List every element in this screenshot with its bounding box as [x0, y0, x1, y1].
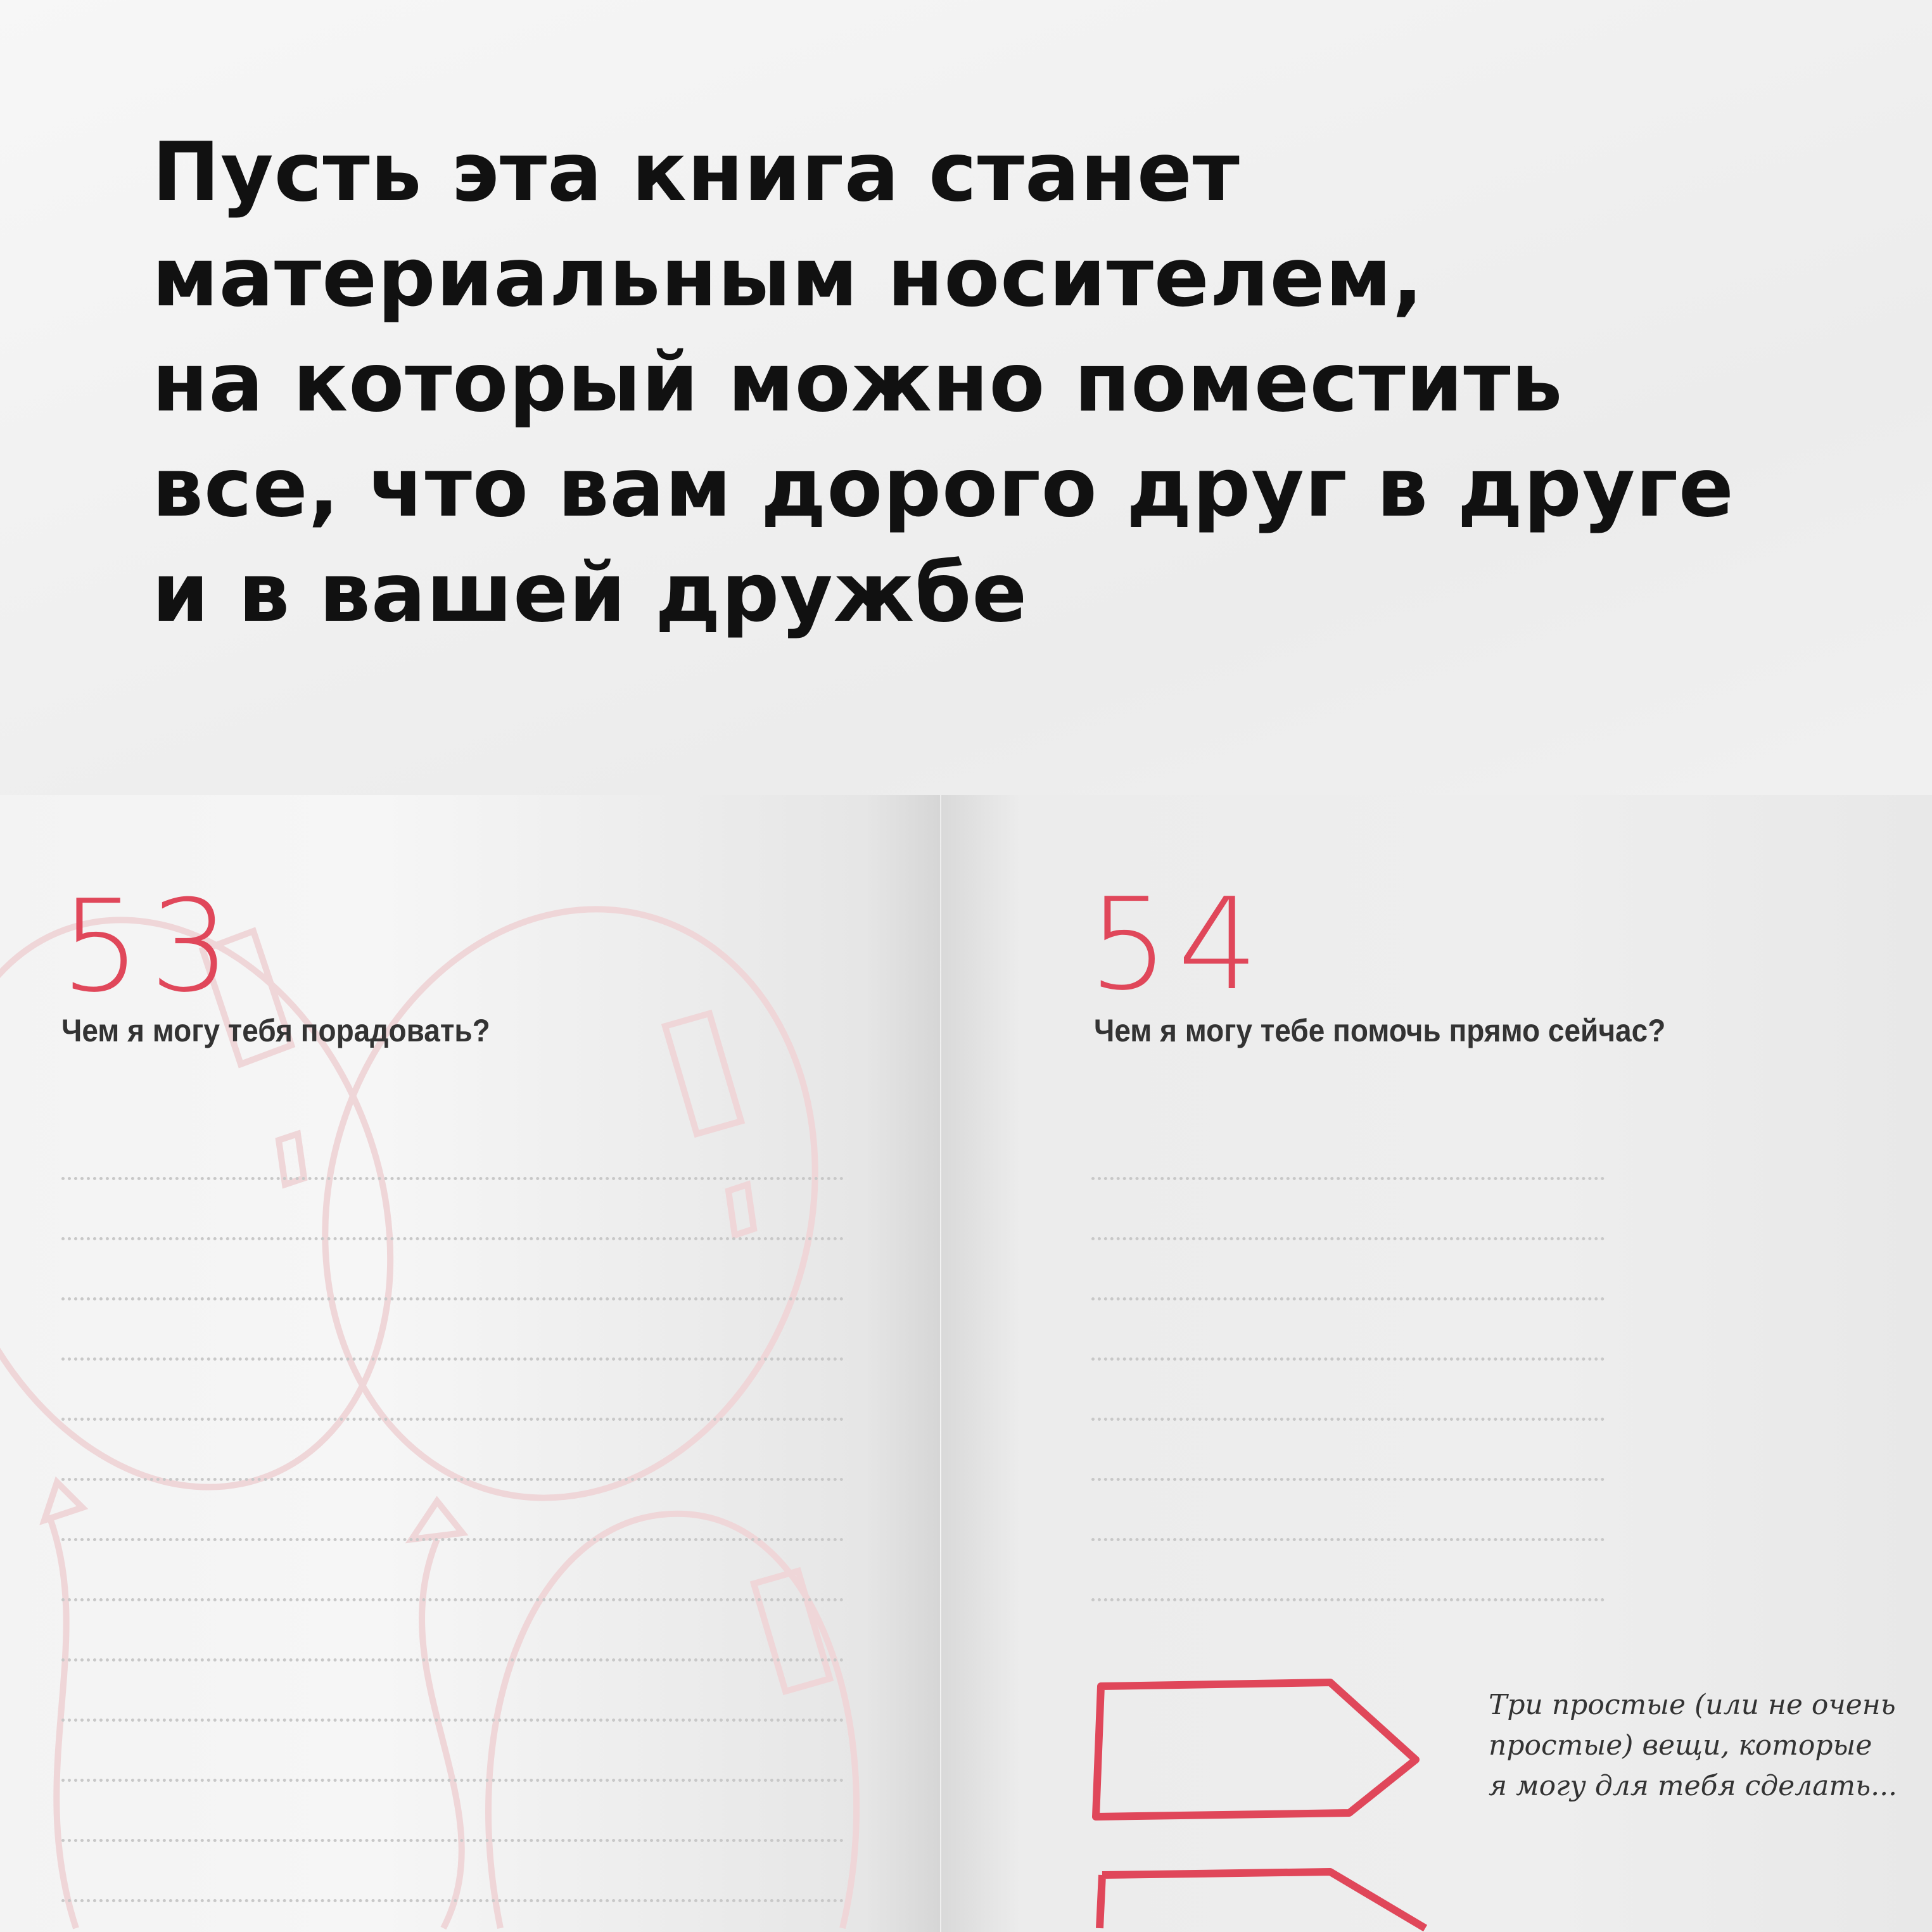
arrow-tag-shapes [1096, 1682, 1425, 1928]
dotted-line [61, 1598, 844, 1601]
headline-line: на который можно поместить [152, 336, 1563, 430]
dotted-line [1091, 1418, 1605, 1421]
dotted-line [61, 1478, 844, 1481]
note-line: я могу для тебя сделать... [1489, 1770, 1898, 1802]
dotted-line [61, 1357, 844, 1361]
dotted-line [61, 1839, 844, 1842]
dotted-line [61, 1719, 844, 1722]
dotted-line [1091, 1177, 1605, 1180]
question-text: Чем я могу тебе помочь прямо сейчас? [1094, 1013, 1666, 1048]
page-number: 54 [1088, 871, 1268, 1019]
note-line: Три простые (или не очень [1489, 1689, 1896, 1721]
dotted-line [1091, 1478, 1605, 1481]
dotted-line [61, 1538, 844, 1541]
dotted-line [61, 1658, 844, 1662]
dotted-line [61, 1177, 844, 1180]
question-text: Чем я могу тебя порадовать? [61, 1013, 490, 1048]
dotted-line [1091, 1538, 1605, 1541]
handwritten-note [1489, 1685, 1897, 1807]
dotted-line [61, 1779, 844, 1782]
headline-line: все, что вам дорого друг в друге [152, 441, 1734, 535]
dotted-line [1091, 1297, 1605, 1300]
dotted-line [1091, 1237, 1605, 1240]
headline-line: Пусть эта книга станет [152, 125, 1240, 220]
dotted-line [1091, 1357, 1605, 1361]
dotted-line [61, 1899, 844, 1902]
dotted-line [1091, 1598, 1605, 1601]
note-line: простые) вещи, которые [1489, 1729, 1872, 1762]
page-number: 53 [60, 873, 239, 1020]
headline-line: и в вашей дружбе [152, 546, 1028, 640]
dotted-line [61, 1297, 844, 1300]
headline-line: материальным носителем, [152, 231, 1424, 325]
dotted-line [61, 1418, 844, 1421]
dotted-line [61, 1237, 844, 1240]
